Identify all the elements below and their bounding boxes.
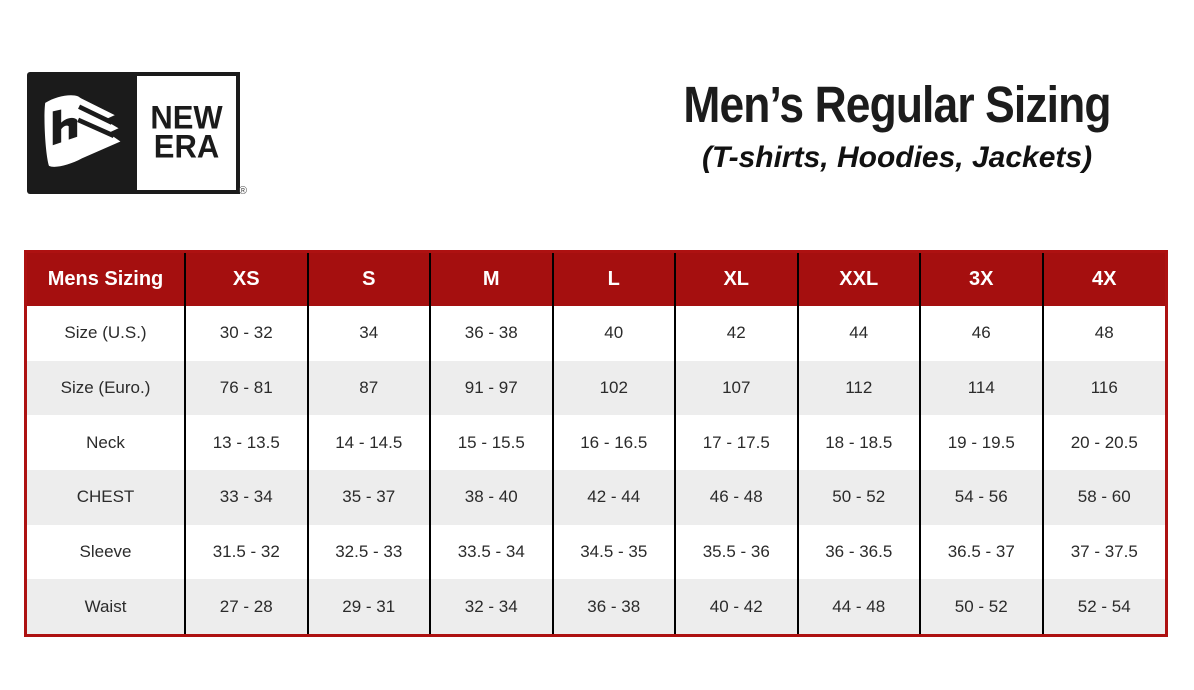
sizing-table-container — [24, 250, 1168, 637]
table-cell: 42 — [675, 306, 798, 361]
table-cell: 29 - 31 — [308, 579, 431, 634]
table-cell: 30 - 32 — [185, 306, 308, 361]
table-cell: 33 - 34 — [185, 470, 308, 525]
table-cell: 52 - 54 — [1043, 579, 1166, 634]
column-header-size: 4X — [1043, 253, 1166, 306]
table-cell: 42 - 44 — [553, 470, 676, 525]
table-cell: 34.5 - 35 — [553, 525, 676, 580]
table-row — [27, 361, 1165, 416]
row-label: CHEST — [27, 470, 185, 525]
new-era-flag-icon — [33, 87, 127, 179]
table-cell: 44 - 48 — [798, 579, 921, 634]
logo-wordmark-panel — [133, 72, 247, 197]
table-cell: 102 — [553, 361, 676, 416]
row-label: Size (U.S.) — [27, 306, 185, 361]
table-cell: 38 - 40 — [430, 470, 553, 525]
table-cell: 31.5 - 32 — [185, 525, 308, 580]
table-row — [27, 579, 1165, 634]
table-cell: 19 - 19.5 — [920, 415, 1043, 470]
table-cell: 27 - 28 — [185, 579, 308, 634]
table-body — [27, 306, 1165, 634]
column-header-mens-sizing: Mens Sizing — [27, 253, 185, 306]
page-subtitle: (T-shirts, Hoodies, Jackets) — [701, 140, 1093, 174]
table-header-row — [27, 253, 1165, 306]
new-era-logo — [27, 72, 247, 197]
sizing-table — [27, 253, 1165, 634]
logo-word-era: ERA — [153, 128, 220, 165]
table-cell: 34 — [308, 306, 431, 361]
table-row — [27, 525, 1165, 580]
table-cell: 37 - 37.5 — [1043, 525, 1166, 580]
table-cell: 54 - 56 — [920, 470, 1043, 525]
row-label: Size (Euro.) — [27, 361, 185, 416]
registered-trademark-symbol: ® — [238, 185, 247, 197]
column-header-size: XL — [675, 253, 798, 306]
column-header-size: S — [308, 253, 431, 306]
table-cell: 116 — [1043, 361, 1166, 416]
table-cell: 91 - 97 — [430, 361, 553, 416]
table-row — [27, 415, 1165, 470]
table-cell: 112 — [798, 361, 921, 416]
table-cell: 40 - 42 — [675, 579, 798, 634]
column-header-size: XXL — [798, 253, 921, 306]
row-label: Waist — [27, 579, 185, 634]
table-cell: 44 — [798, 306, 921, 361]
table-cell: 20 - 20.5 — [1043, 415, 1166, 470]
table-cell: 32.5 - 33 — [308, 525, 431, 580]
table-cell: 35 - 37 — [308, 470, 431, 525]
table-cell: 14 - 14.5 — [308, 415, 431, 470]
table-cell: 36 - 38 — [553, 579, 676, 634]
table-cell: 18 - 18.5 — [798, 415, 921, 470]
table-cell: 36 - 36.5 — [798, 525, 921, 580]
column-header-size: M — [430, 253, 553, 306]
table-cell: 50 - 52 — [920, 579, 1043, 634]
table-cell: 17 - 17.5 — [675, 415, 798, 470]
table-cell: 50 - 52 — [798, 470, 921, 525]
table-cell: 114 — [920, 361, 1043, 416]
logo-word-new: NEW — [150, 99, 223, 137]
table-row — [27, 470, 1165, 525]
row-label: Neck — [27, 415, 185, 470]
table-cell: 46 - 48 — [675, 470, 798, 525]
row-label: Sleeve — [27, 525, 185, 580]
table-cell: 58 - 60 — [1043, 470, 1166, 525]
table-cell: 13 - 13.5 — [185, 415, 308, 470]
column-header-size: 3X — [920, 253, 1043, 306]
table-cell: 35.5 - 36 — [675, 525, 798, 580]
table-head — [27, 253, 1165, 306]
table-cell: 32 - 34 — [430, 579, 553, 634]
table-cell: 87 — [308, 361, 431, 416]
logo-flag-panel — [27, 72, 133, 194]
table-cell: 36.5 - 37 — [920, 525, 1043, 580]
column-header-size: XS — [185, 253, 308, 306]
column-header-size: L — [553, 253, 676, 306]
table-cell: 36 - 38 — [430, 306, 553, 361]
table-cell: 15 - 15.5 — [430, 415, 553, 470]
table-cell: 40 — [553, 306, 676, 361]
table-cell: 76 - 81 — [185, 361, 308, 416]
table-cell: 48 — [1043, 306, 1166, 361]
table-cell: 16 - 16.5 — [553, 415, 676, 470]
table-cell: 46 — [920, 306, 1043, 361]
title-block — [600, 78, 1194, 175]
table-cell: 107 — [675, 361, 798, 416]
page-title: Men’s Regular Sizing — [683, 76, 1111, 133]
table-cell: 33.5 - 34 — [430, 525, 553, 580]
table-row — [27, 306, 1165, 361]
